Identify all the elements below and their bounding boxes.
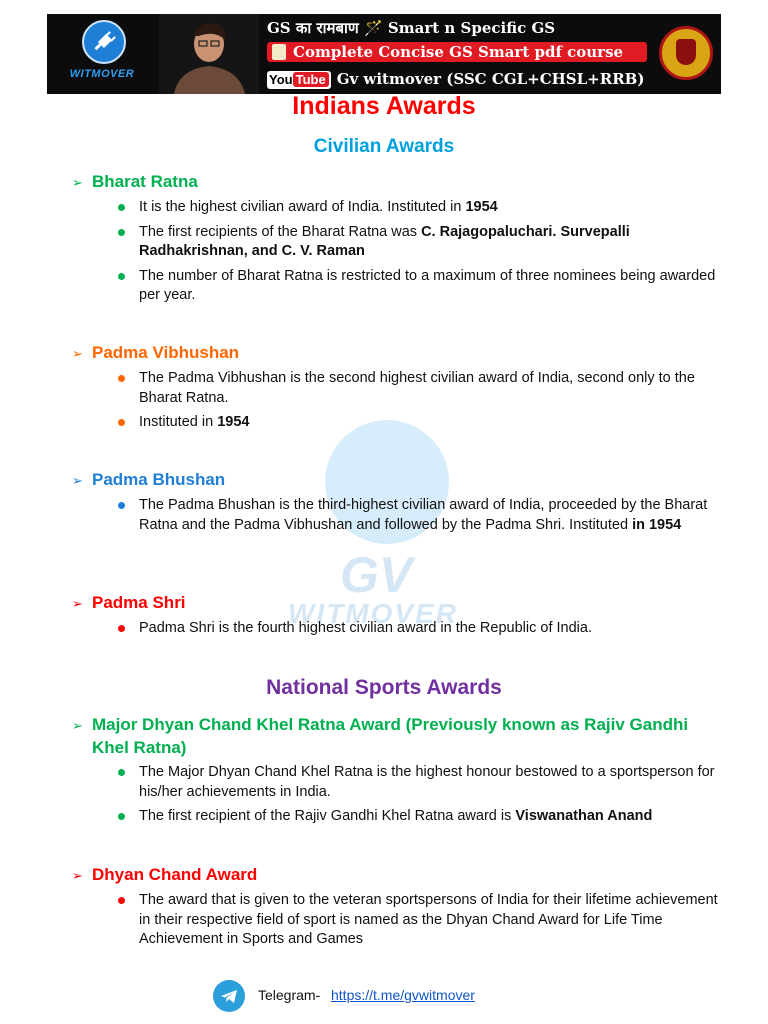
channel-name: Gv witmover (SSC CGL+CHSL+RRB) xyxy=(336,70,645,88)
list-item: The Padma Bhushan is the third-highest civilian award of India, proceeded by the Bharat Ratna and the Padma Vibhushan and followed by the Padma Shri. Instituted in 1954 xyxy=(118,496,728,535)
banner-course-title: Complete Concise GS Smart pdf course xyxy=(267,42,647,62)
award-heading-khel-ratna: ➢ Major Dhyan Chand Khel Ratna Award (Previously known as Rajiv Gandhi Khel Ratna) xyxy=(72,715,689,757)
award-heading-padma-vibhushan: ➢ Padma Vibhushan xyxy=(72,342,239,365)
watermark-text: GV xyxy=(340,547,413,603)
document-icon xyxy=(272,44,286,60)
arrow-bullet-icon: ➢ xyxy=(72,346,83,361)
award-heading-padma-shri: ➢ Padma Shri xyxy=(72,592,186,615)
padma-vibhushan-list xyxy=(118,369,728,438)
youtube-icon: You Tube xyxy=(267,71,331,89)
list-item: It is the highest civilian award of India. Instituted in 1954 xyxy=(118,198,728,218)
padma-bhushan-list xyxy=(118,496,728,540)
list-item: The first recipients of the Bharat Ratna was C. Rajagopaluchari. Survepalli Radhakrishnan, and C. V. Raman xyxy=(118,223,728,262)
header-banner xyxy=(47,14,721,94)
page-title: Indians Awards xyxy=(292,92,476,120)
dhyan-chand-list xyxy=(118,891,728,955)
ssc-emblem-icon xyxy=(659,26,713,80)
arrow-bullet-icon: ➢ xyxy=(72,175,83,190)
banner-channel xyxy=(267,68,644,90)
award-heading-bharat-ratna: ➢ Bharat Ratna xyxy=(72,171,198,194)
list-item: The Padma Vibhushan is the second highest civilian award of India, second only to the Bharat Ratna. xyxy=(118,369,728,408)
list-item: The award that is given to the veteran sportspersons of India for their lifetime achievement in their respective field of sport is named as the Dhyan Chand Award for Life Time Achievement in Sports and Games xyxy=(118,891,728,950)
award-heading-dhyan-chand: ➢ Dhyan Chand Award xyxy=(72,864,257,887)
khel-ratna-list xyxy=(118,763,728,832)
list-item: The first recipient of the Rajiv Gandhi Khel Ratna award is Viswanathan Anand xyxy=(118,807,728,827)
section-heading-sports: National Sports Awards xyxy=(266,676,502,699)
section-heading-civilian: Civilian Awards xyxy=(313,136,455,157)
presenter-photo xyxy=(159,14,259,94)
list-item: Instituted in 1954 xyxy=(118,413,728,433)
bharat-ratna-list xyxy=(118,198,728,311)
logo-text: WITMOVER xyxy=(69,68,135,80)
telegram-label: Telegram- xyxy=(258,987,321,1003)
telegram-icon[interactable] xyxy=(213,980,245,1012)
banner-tagline: GS का रामबाण 🪄 Smart n Specific GS xyxy=(267,19,556,37)
arrow-bullet-icon: ➢ xyxy=(72,868,83,883)
padma-shri-list xyxy=(118,619,728,644)
arrow-bullet-icon: ➢ xyxy=(72,718,83,733)
list-item: The number of Bharat Ratna is restricted to a maximum of three nominees being awarded per year. xyxy=(118,267,728,306)
list-item: The Major Dhyan Chand Khel Ratna is the highest honour bestowed to a sportsperson for his/her achievements in India. xyxy=(118,763,728,802)
award-heading-padma-bhushan: ➢ Padma Bhushan xyxy=(72,469,225,492)
telegram-link[interactable]: https://t.me/gvwitmover xyxy=(331,987,475,1003)
watermark-subtext: WITMOVER xyxy=(288,598,458,629)
arrow-bullet-icon: ➢ xyxy=(72,596,83,611)
arrow-bullet-icon: ➢ xyxy=(72,473,83,488)
list-item: Padma Shri is the fourth highest civilian award in the Republic of India. xyxy=(118,619,728,639)
plug-icon xyxy=(82,20,126,64)
gv-witmover-logo xyxy=(57,18,147,90)
